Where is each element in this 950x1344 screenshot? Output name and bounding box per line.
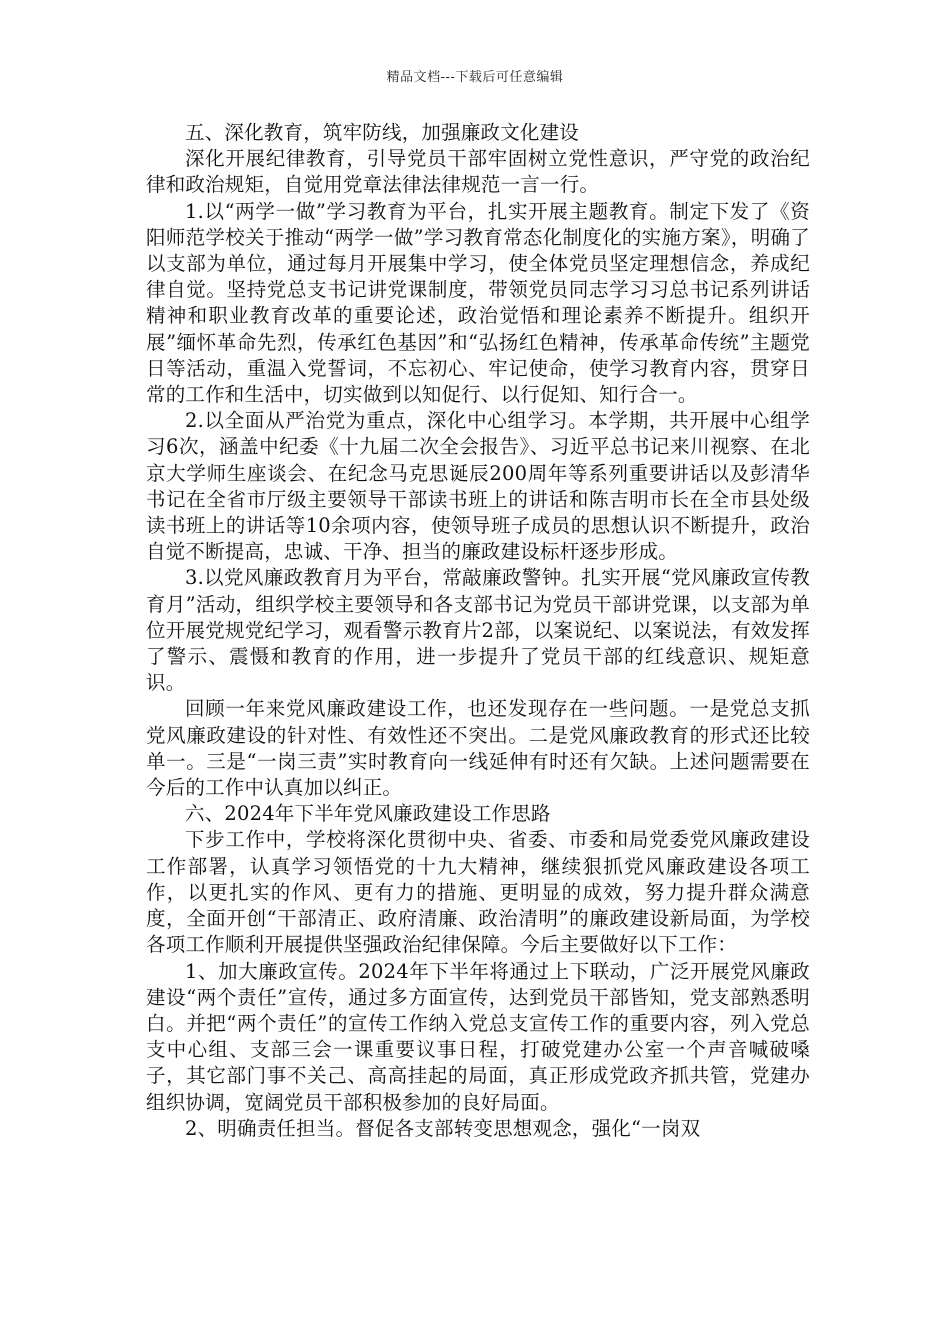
section-heading-5: 五、深化教育，筑牢防线，加强廉政文化建设: [185, 121, 580, 144]
paragraph: 下步工作中，学校将深化贯彻中央、省委、市委和局党委党风廉政建设工作部署，认真学习领悟党的十九大精神，继续狠抓党风廉政建设各项工作，以更扎实的作风、更有力的措施、更明显的成效，努力提升群众满意度，全面开创“干部清正、政府清廉、政治清明”的廉政建设新局面，为学校各项工作顺利开展提供坚强政治纪律保障。今后主要做好以下工作：: [146, 828, 810, 957]
paragraph: 回顾一年来党风廉政建设工作，也还发现存在一些问题。一是党总支抓党风廉政建设的针对性、有效性还不突出。二是党风廉政教育的形式还比较单一。三是“一岗三责”实时教育向一线延伸有时还有欠缺。上述问题需要在今后的工作中认真加以纠正。: [146, 697, 810, 800]
paragraph: 1.以“两学一做”学习教育为平台，扎实开展主题教育。制定下发了《资阳师范学校关于推动“两学一做”学习教育常态化制度化的实施方案》，明确了以支部为单位，通过每月开展集中学习，使全体党员坚定理想信念，养成纪律自觉。坚持党总支书记讲党课制度，带领党员同志学习习总书记系列讲话精神和职业教育改革的重要论述，政治觉悟和理论素养不断提升。组织开展”缅怀革命先烈，传承红色基因”和“弘扬红色精神，传承革命传统”主题党日等活动，重温入党誓词，不忘初心、牢记使命，使学习教育内容，贯穿日常的工作和生活中，切实做到以知促行、以行促知、知行合一。: [146, 199, 810, 407]
page-header: 精品文档---下载后可任意编辑: [386, 70, 564, 85]
section-heading-6: 六、2024年下半年党风廉政建设工作思路: [185, 802, 551, 826]
paragraph: 1、加大廉政宣传。2024年下半年将通过上下联动，广泛开展党风廉政建设“两个责任”宣传，通过多方面宣传，达到党员干部皆知，党支部熟悉明白。并把“两个责任”的宣传工作纳入党总支宣传工作的重要内容，列入党总支中心组、支部三会一课重要议事日程，打破党建办公室一个声音喊破嗓子，其它部门事不关己、高高挂起的局面，真正形成党政齐抓共管，党建办组织协调，宽阔党员干部积极参加的良好局面。: [146, 959, 810, 1114]
paragraph: 3.以党风廉政教育月为平台，常敲廉政警钟。扎实开展“党风廉政宣传教育月”活动，组织学校主要领导和各支部书记为党员干部讲党课，以支部为单位开展党规党纪学习，观看警示教育片2部，以案说纪、以案说法，有效发挥了警示、震慑和教育的作用，进一步提升了党员干部的红线意识、规矩意识。: [146, 566, 810, 695]
paragraph: 2、明确责任担当。督促各支部转变思想观念，强化“一岗双: [185, 1116, 701, 1140]
document-body: [146, 120, 810, 1142]
paragraph: 深化开展纪律教育，引导党员干部牢固树立党性意识，严守党的政治纪律和政治规矩，自觉用党章法律法律规范一言一行。: [146, 147, 810, 197]
paragraph: 2.以全面从严治党为重点，深化中心组学习。本学期，共开展中心组学习6次，涵盖中纪委《十九届二次全会报告》、习近平总书记来川视察、在北京大学师生座谈会、在纪念马克思诞辰200周年等系列重要讲话以及彭清华书记在全省市厅级主要领导干部读书班上的讲话和陈吉明市长在全市县处级读书班上的讲话等10余项内容，使领导班子成员的思想认识不断提升，政治自觉不断提高，忠诚、干净、担当的廉政建设标杆逐步形成。: [146, 409, 810, 564]
